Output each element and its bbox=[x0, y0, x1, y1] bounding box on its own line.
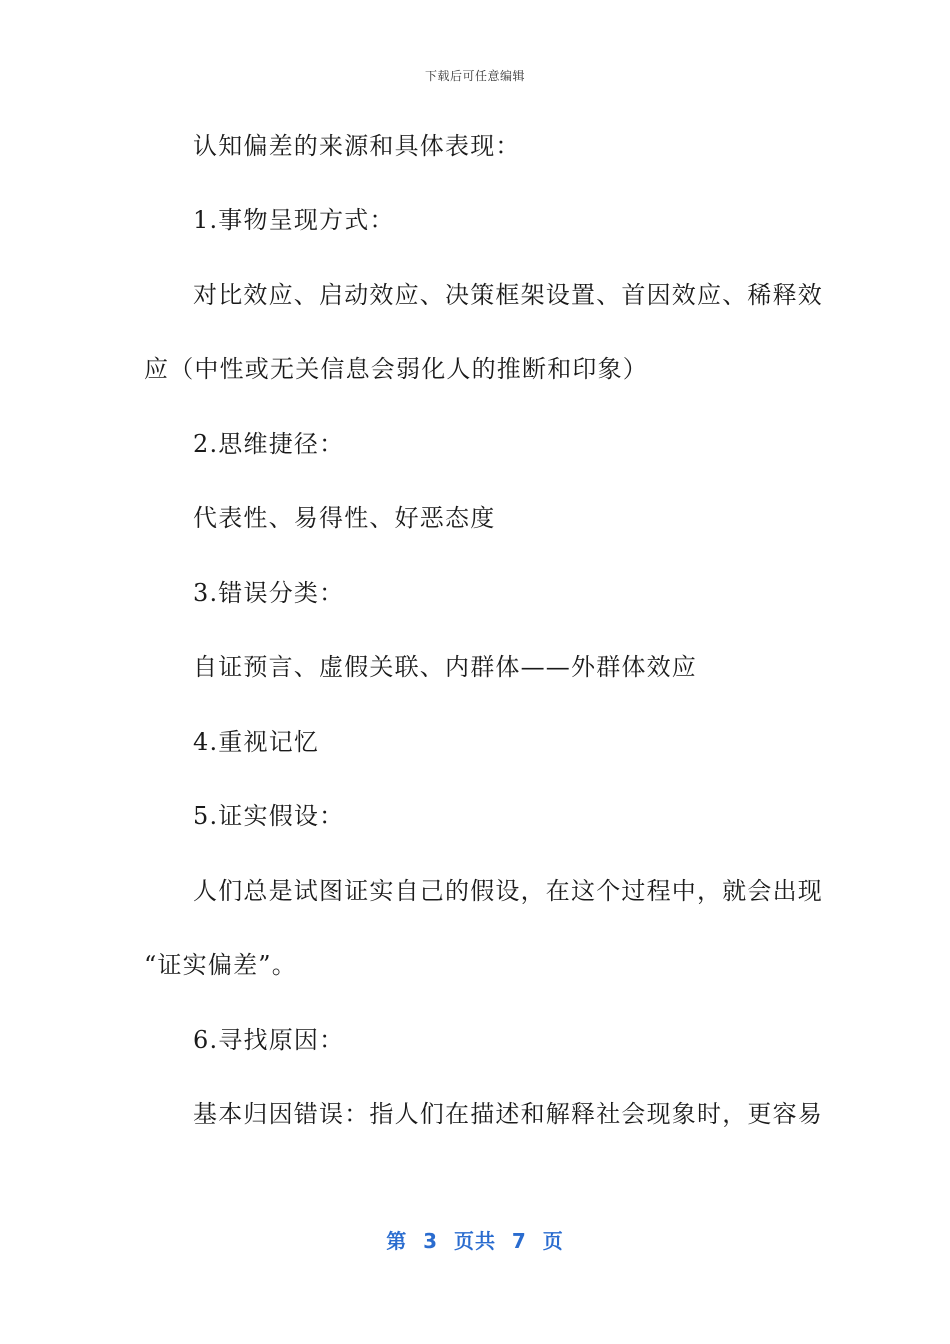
text-line: 自证预言、虚假关联、内群体——外群体效应 bbox=[193, 653, 697, 681]
text-line: “证实偏差”。 bbox=[144, 951, 297, 979]
page-number: 第 3 页共 7 页 bbox=[386, 1229, 564, 1253]
text-line: 认知偏差的来源和具体表现： bbox=[193, 132, 521, 160]
text-line: 3.错误分类： bbox=[193, 579, 345, 607]
text-line: 6.寻找原因： bbox=[193, 1026, 345, 1054]
text-line: 基本归因错误：指人们在描述和解释社会现象时，更容易 bbox=[193, 1100, 823, 1128]
text-line: 2.思维捷径： bbox=[193, 430, 345, 458]
text-line: 4.重视记忆 bbox=[193, 728, 320, 756]
header-note: 下载后可任意编辑 bbox=[424, 69, 525, 83]
text-line: 对比效应、启动效应、决策框架设置、首因效应、稀释效 bbox=[193, 281, 823, 309]
text-line: 代表性、易得性、好恶态度 bbox=[193, 504, 496, 532]
text-line: 应（中性或无关信息会弱化人的推断和印象） bbox=[144, 355, 648, 383]
text-line: 5.证实假设： bbox=[193, 802, 345, 830]
text-line: 1.事物呈现方式： bbox=[193, 206, 395, 234]
text-line: 人们总是试图证实自己的假设，在这个过程中，就会出现 bbox=[193, 877, 823, 905]
